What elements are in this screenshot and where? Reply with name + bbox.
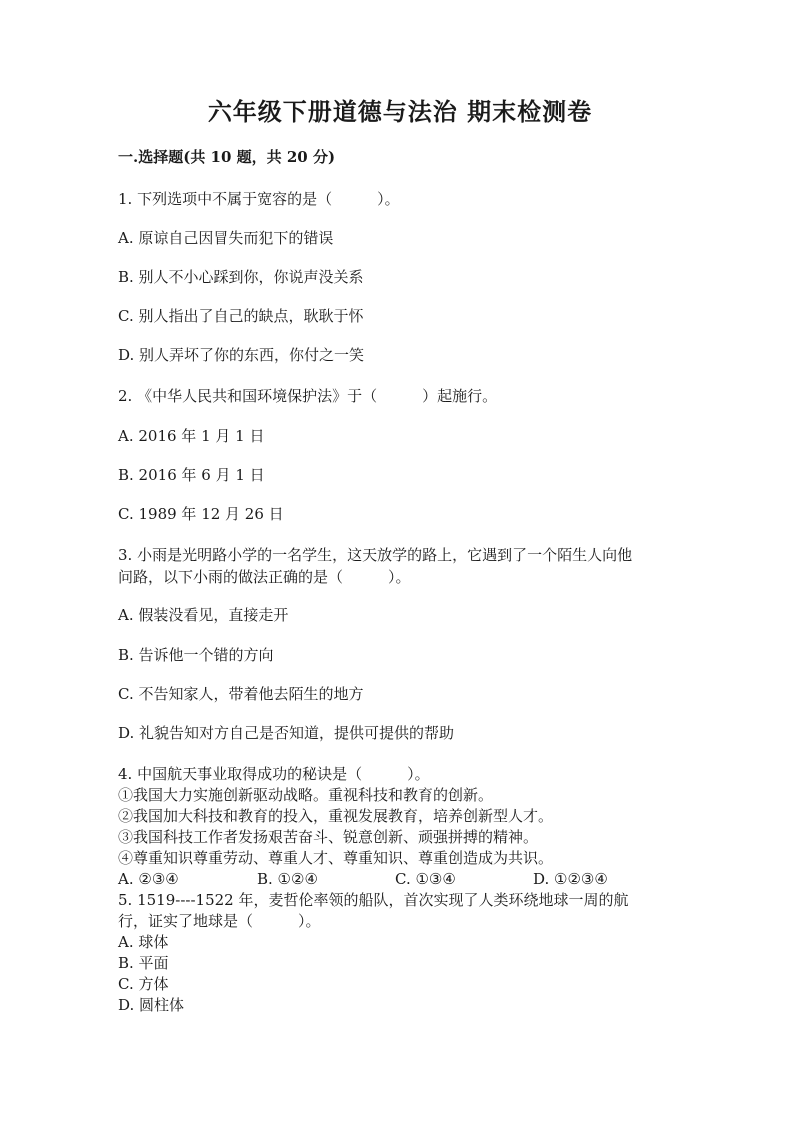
question-1-option-a: A. 原谅自己因冒失而犯下的错误 (118, 229, 334, 247)
question-4-statement-3: ③我国科技工作者发扬艰苦奋斗、锐意创新、顽强拼搏的精神。 (118, 828, 539, 846)
question-3-option-a: A. 假装没看见，直接走开 (118, 606, 289, 624)
question-5-option-d: D. 圆柱体 (118, 996, 185, 1014)
question-3-option-c: C. 不告知家人，带着他去陌生的地方 (118, 685, 364, 703)
question-3-option-b: B. 告诉他一个错的方向 (118, 646, 274, 664)
page-title: 六年级下册道德与法治 期末检测卷 (207, 97, 593, 126)
question-1-option-d: D. 别人弄坏了你的东西，你付之一笑 (118, 346, 365, 364)
question-2-option-a: A. 2016 年 1 月 1 日 (118, 427, 265, 445)
question-3-stem-line-2: 问路，以下小雨的做法正确的是（ ）。 (118, 568, 411, 586)
question-5-option-a: A. 球体 (118, 933, 169, 951)
question-1-option-c: C. 别人指出了自己的缺点，耿耿于怀 (118, 307, 364, 325)
question-5-stem-line-1: 5. 1519----1522 年，麦哲伦率领的船队，首次实现了人类环绕地球一周的航 (118, 891, 629, 909)
question-1-stem: 1. 下列选项中不属于宽容的是（ ）。 (118, 190, 400, 208)
question-4-stem: 4. 中国航天事业取得成功的秘诀是（ ）。 (118, 765, 430, 783)
question-2-option-c: C. 1989 年 12 月 26 日 (118, 505, 284, 523)
question-4-statement-1: ①我国大力实施创新驱动战略。重视科技和教育的创新。 (118, 786, 494, 804)
question-5-stem-line-2: 行，证实了地球是（ ）。 (118, 912, 321, 930)
question-3-option-d: D. 礼貌告知对方自己是否知道，提供可提供的帮助 (118, 724, 455, 742)
question-1-option-b: B. 别人不小心踩到你，你说声没关系 (118, 268, 364, 286)
question-4-option-a: A. ②③④ (118, 870, 179, 888)
question-2-stem: 2. 《中华人民共和国环境保护法》于（ ）起施行。 (118, 387, 498, 405)
question-3-stem-line-1: 3. 小雨是光明路小学的一名学生，这天放学的路上，它遇到了一个陌生人向他 (118, 546, 633, 564)
question-4-option-b: B. ①②④ (257, 870, 318, 888)
question-5-option-b: B. 平面 (118, 954, 169, 972)
question-4-option-d: D. ①②③④ (533, 870, 608, 888)
question-4-statement-4: ④尊重知识尊重劳动、尊重人才、尊重知识、尊重创造成为共识。 (118, 849, 554, 867)
question-5-option-c: C. 方体 (118, 975, 169, 993)
section-heading: 一.选择题(共 10 题，共 20 分) (118, 148, 336, 166)
question-4-option-c: C. ①③④ (395, 870, 456, 888)
question-4-statement-2: ②我国加大科技和教育的投入，重视发展教育，培养创新型人才。 (118, 807, 554, 825)
question-2-option-b: B. 2016 年 6 月 1 日 (118, 466, 265, 484)
